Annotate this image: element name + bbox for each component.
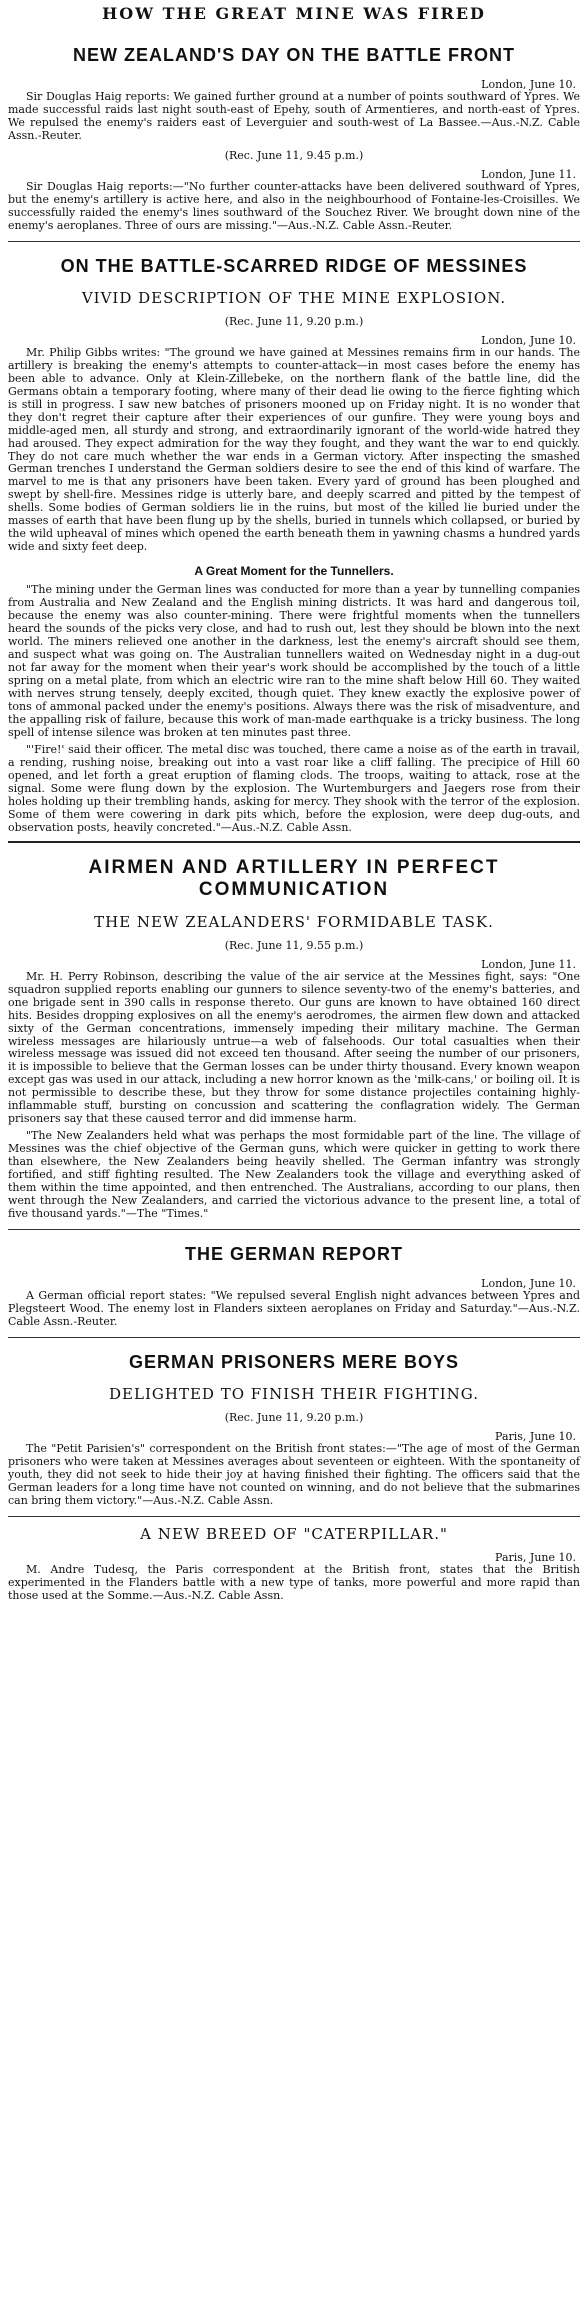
received-note: (Rec. June 11, 9.45 p.m.) <box>224 148 364 162</box>
paragraph: A German official report states: "We repulsed several English night advances between Ypres and Plegsteert Wood. The enemy lost in Flanders sixteen aeroplanes on Friday and Saturday."—Aus.-N.Z. Cable Assn.-Reuter. <box>8 1289 580 1328</box>
divider <box>8 241 580 242</box>
dateline: London, June 11. <box>481 167 576 181</box>
paragraph: "The mining under the German lines was conducted for more than a year by tunnelling companies from Australia and New Zealand and the English mining districts. It was hard and dangerous toil, because the enemy was also counter-mining. There were frightful moments when the tunnellers heard the sounds of the picks very close, and had to rush out, lest they should be blown into the next world. The miners relieved one another in the darkness, lest the enemy's aircraft should see them, and suspect what was going on. The Australian tunnellers waited on Wednesday night in a dug-out not far away for the moment when their year's work should be accomplished by the touch of a little spring on a metal plate, from which an electric wire ran to the mine shaft below Hill 60. They waited with nerves strung tensely, deeply excited, though quiet. They knew exactly the explosive power of tons of ammonal packed under the enemy's positions. Always there was the risk of misadventure, and the appalling risk of failure, because this work of man-made earthquake is a tricky business. The long spell of intense silence was broken at ten minutes past three. <box>8 583 580 739</box>
section-german-report <box>8 1244 580 1329</box>
headline-battle-front: NEW ZEALAND'S DAY ON THE BATTLE FRONT <box>73 45 515 65</box>
subheadline-mine-explosion: VIVID DESCRIPTION OF THE MINE EXPLOSION. <box>81 288 507 307</box>
received-note: (Rec. June 11, 9.55 p.m.) <box>224 938 364 952</box>
dateline: London, June 10. <box>481 1277 576 1291</box>
headline-airmen: AIRMEN AND ARTILLERY IN PERFECT COMMUNICATION <box>88 856 500 900</box>
paragraph: M. Andre Tudesq, the Paris correspondent at the British front, states that the British experimented in the Flanders battle with a new type of tanks, more powerful and more rapid than those used at the Somme.—Aus.-N.Z. Cable Assn. <box>8 1562 580 1602</box>
top-headline: HOW THE GREAT MINE WAS FIRED <box>102 4 486 23</box>
divider <box>8 1337 580 1338</box>
dateline: Paris, June 10. <box>495 1429 576 1443</box>
subheadline-finish-fighting: DELIGHTED TO FINISH THEIR FIGHTING. <box>109 1384 479 1403</box>
divider <box>8 841 580 843</box>
divider <box>8 1516 580 1517</box>
paragraph: "The New Zealanders held what was perhaps the most formidable part of the line. The village of Messines was the chief objective of the German guns, which were quicker in getting to work there than elsewhere, the New Zealanders being heavily shelled. The German infantry was strongly fortified, and stiff fighting resulted. The New Zealanders took the village and everything asked of them within the time appointed, and then entrenched. The Australians, according to our plans, then went through the New Zealanders, and carried the victorious advance to the present line, a total of five thousand yards."—The "Times." <box>8 1129 580 1221</box>
section-battle-front <box>8 45 580 233</box>
paragraph: The "Petit Parisien's" correspondent on the British front states:—"The age of most of the German prisoners who were taken at Messines averages about seventeen or eighteen. With the spontaneity of youth, they did not seek to hide their joy at having finished their fighting. The officers said that the German leaders for a long time have not counted on winning, and do not believe that the submarines can bring them victory."—Aus.-N.Z. Cable Assn. <box>8 1441 580 1507</box>
headline-prisoners: GERMAN PRISONERS MERE BOYS <box>128 1351 460 1372</box>
paragraph: Mr. Philip Gibbs writes: "The ground we have gained at Messines remains firm in our hands. The artillery is breaking the enemy's attempts to counter-attack—in most cases before the enemy has been able to advance. Only at Klein-Zillebeke, on the northern flank of the battle line, did the Germans obtain a temporary footing, where many of their dead lie owing to the fierce fighting which is still in progress. I saw new batches of prisoners mooned up on Friday night. It is no wonder that they don't regret their capture after their experiences of our gunfire. They were young boys and middle-aged men, all sturdy and strong, and extraordinarily ignorant of the world-wide hatred they had aroused. They expect admiration for the way they fought, and they want the war to end quickly. They do not care much whether the war ends in a German victory. After inspecting the smashed German trenches I understand the German soldiers desire to see the end of this kind of warfare. The marvel to me is that any prisoners have been taken. Every yard of ground has been ploughed and swept by shell-fire. Messines ridge is utterly bare, and deeply scarred and pitted by the tempest of shells. Some bodies of German soldiers lie in the ruins, but most of the killed lie buried under the masses of earth that have been flung up by the shells, buried in tunnels which collapsed, or buried by the wild upheaval of mines which opened the earth beneath them in yawning chasms a hundred yards wide and sixty feet deep. <box>8 345 580 554</box>
dateline: London, June 11. <box>481 957 576 971</box>
paragraph: Sir Douglas Haig reports: We gained further ground at a number of points southward of Ypres. We made successful raids last night south-east of Epehy, south of Armentieres, and north-east of Ypres. We repulsed the enemy's raiders east of Leverguier and south-west of La Bassee.—Aus.-N.Z. Cable Assn.-Reuter. <box>8 90 580 142</box>
dateline: London, June 10. <box>481 333 576 347</box>
received-note: (Rec. June 11, 9.20 p.m.) <box>224 314 364 328</box>
paragraph: "'Fire!' said their officer. The metal disc was touched, there came a noise as of the earth in travail, a rending, rushing noise, breaking out into a vast roar like a cliff falling. The precipice of Hill 60 opened, and let forth a great eruption of flaming clods. The troops, waiting to attack, rose at the signal. Some were flung down by the explosion. The Wurtemburgers and Jaegers rose from their holes holding up their trembling hands, asking for mercy. They shook with the terror of the explosion. Some of them were cowering in dark pits which, before the explosion, were deep dug-outs, and observation posts, heavily concreted."—Aus.-N.Z. Cable Assn. <box>8 742 580 834</box>
paragraph: Mr. H. Perry Robinson, describing the value of the air service at the Messines fight, says: "One squadron supplied reports enabling our gunners to silence seventy-two of the enemy's batteries, and one brigade sent in 390 calls in response thereto. Our guns are known to have obtained 160 direct hits. Besides dropping explosives on all the enemy's aerodromes, the airmen flew down and attacked sixty of the German concentrations, immensely impeding their military machine. The German wireless messages are hilariously untrue—a web of falsehoods. Our total casualties when their wireless message was issued did not exceed ten thousand. After seeing the number of our prisoners, it is impossible to believe that the German losses can be under thirty thousand. Every known weapon except gas was used in our attack, including a new horror known as the 'milk-cans,' or boiling oil. It is not permissible to describe these, but they throw for some distance projectiles containing highly-inflammable stuff, bursting on concussion and scattering the conflagration widely. The German prisoners say that these caused terror and did immense harm. <box>8 969 580 1126</box>
dateline: London, June 10. <box>481 78 576 91</box>
subheadline-formidable-task: THE NEW ZEALANDERS' FORMIDABLE TASK. <box>94 912 494 931</box>
paragraph: Sir Douglas Haig reports:—"No further counter-attacks have been delivered southward of Ypres, but the enemy's artillery is active here, and also in the neighbourhood of Fontaine-les-Croisilles. We successfully raided the enemy's lines southward of the Souchez River. We brought down nine of the enemy's aeroplanes. Three of ours are missing."—Aus.-N.Z. Cable Assn.-Reuter. <box>8 179 580 232</box>
received-note: (Rec. June 11, 9.20 p.m.) <box>224 1410 364 1424</box>
section-messines <box>8 256 580 835</box>
section-airmen <box>8 857 580 1221</box>
headline-german-report: THE GERMAN REPORT <box>184 1244 403 1265</box>
headline-messines: ON THE BATTLE-SCARRED RIDGE OF MESSINES <box>60 255 528 276</box>
divider <box>8 1229 580 1230</box>
section-prisoners <box>8 1352 580 1508</box>
dateline: Paris, June 10. <box>495 1550 576 1564</box>
subheadline-caterpillar: A NEW BREED OF "CATERPILLAR." <box>140 1524 448 1543</box>
section-caterpillar <box>8 1525 580 1603</box>
subheadline-tunnellers: A Great Moment for the Tunnellers. <box>194 564 394 579</box>
